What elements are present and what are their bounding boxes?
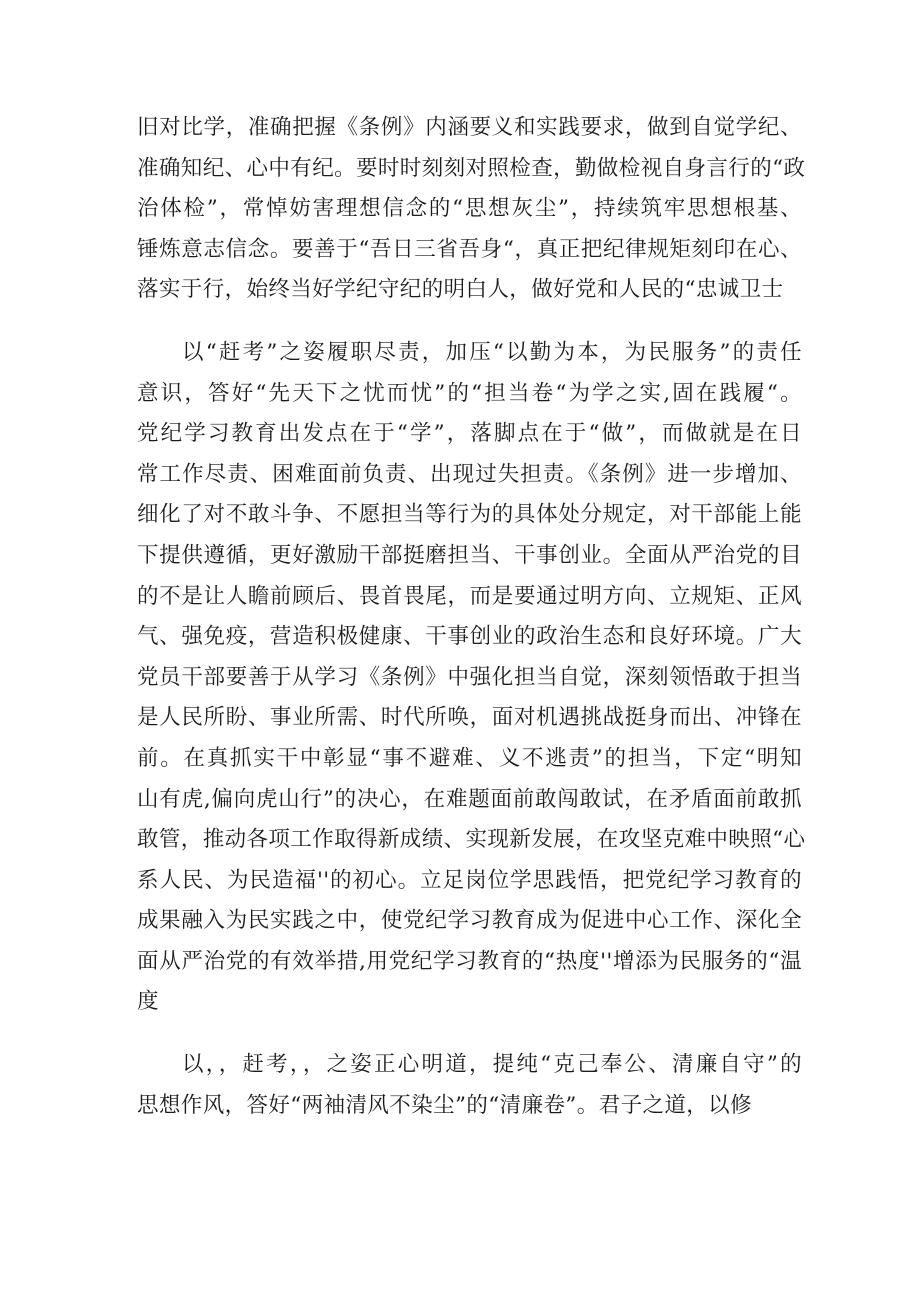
- text-line: 系人民、为民造福''的初心。立足岗位学思践悟，把党纪学习教育的: [137, 867, 802, 893]
- text-line: 细化了对不敢斗争、不愿担当等行为的具体处分规定，对干部能上能: [137, 502, 802, 528]
- text-line: 落实于行，始终当好学纪守纪的明白人，做好党和人民的“忠诚卫士: [137, 277, 784, 303]
- text-line: 下提供遵循，更好激励干部挺磨担当、干事创业。全面从严治党的目: [137, 542, 802, 568]
- text-line: 以，，赶考，，之姿正心明道，提纯“克己奉公、清廉自守”的: [182, 1052, 802, 1078]
- text-line: 党员干部要善于从学习《条例》中强化担当自觉，深刻领悟敢于担当: [137, 664, 802, 690]
- paragraph: [137, 333, 806, 1023]
- text-line: 旧对比学，准确把握《条例》内涵要义和实践要求，做到自觉学纪、: [137, 115, 802, 140]
- text-line: 常工作尽责、困难面前负责、出现过失担责。《条例》进一步增加、: [137, 461, 802, 487]
- text-line: 山有虎,偏向虎山行”的决心，在难题面前敢闯敢试，在矛盾面前敢抓: [137, 786, 802, 812]
- text-line: 党纪学习教育出发点在于“学”，落脚点在于“做”，而做就是在日: [137, 421, 802, 447]
- text-line: 气、强免疫，营造积极健康、干事创业的政治生态和良好环境。广大: [137, 624, 802, 650]
- text-line: 面从严治党的有效举措,用党纪学习教育的“热度''增添为民服务的“温: [137, 948, 802, 974]
- paragraph: [137, 108, 806, 311]
- text-line: 度: [137, 989, 159, 1015]
- text-line: 意识，答好“先天下之忧而忧”的“担当卷“为学之实,固在践履“。: [137, 380, 802, 406]
- text-line: 成果融入为民实践之中，使党纪学习教育成为促进中心工作、深化全: [137, 908, 802, 934]
- text-line: 的不是让人瞻前顾后、畏首畏尾，而是要通过明方向、立规矩、正风: [137, 583, 802, 609]
- paragraph-gap: [137, 311, 802, 333]
- paragraph-gap: [137, 1023, 802, 1045]
- text-line: 思想作风，答好“两袖清风不染尘”的“清廉卷”。君子之道，以修: [137, 1092, 752, 1118]
- text-line: 锤炼意志信念。要善于“吾日三省吾身“，真正把纪律规矩刻印在心、: [137, 236, 802, 262]
- paragraph: [137, 1045, 802, 1126]
- text-line: 前。在真抓实干中彰显“事不避难、义不逃责”的担当，下定“明知: [137, 745, 802, 771]
- document-body: [137, 108, 806, 1126]
- text-line: 准确知纪、心中有纪。要时时刻刻对照检查，勤做检视自身言行的“政: [137, 155, 806, 181]
- text-line: 治体检”，常悼妨害理想信念的“思想灰尘”，持续筑牢思想根基、: [137, 196, 802, 222]
- text-line: 是人民所盼、事业所需、时代所唤，面对机遇挑战挺身而出、冲锋在: [137, 705, 802, 731]
- text-line: 以“赶考”之姿履职尽责，加压“以勤为本，为民服务”的责任: [182, 339, 802, 365]
- text-line: 敢管，推动各项工作取得新成绩、实现新发展，在攻坚克难中映照“心: [137, 827, 806, 853]
